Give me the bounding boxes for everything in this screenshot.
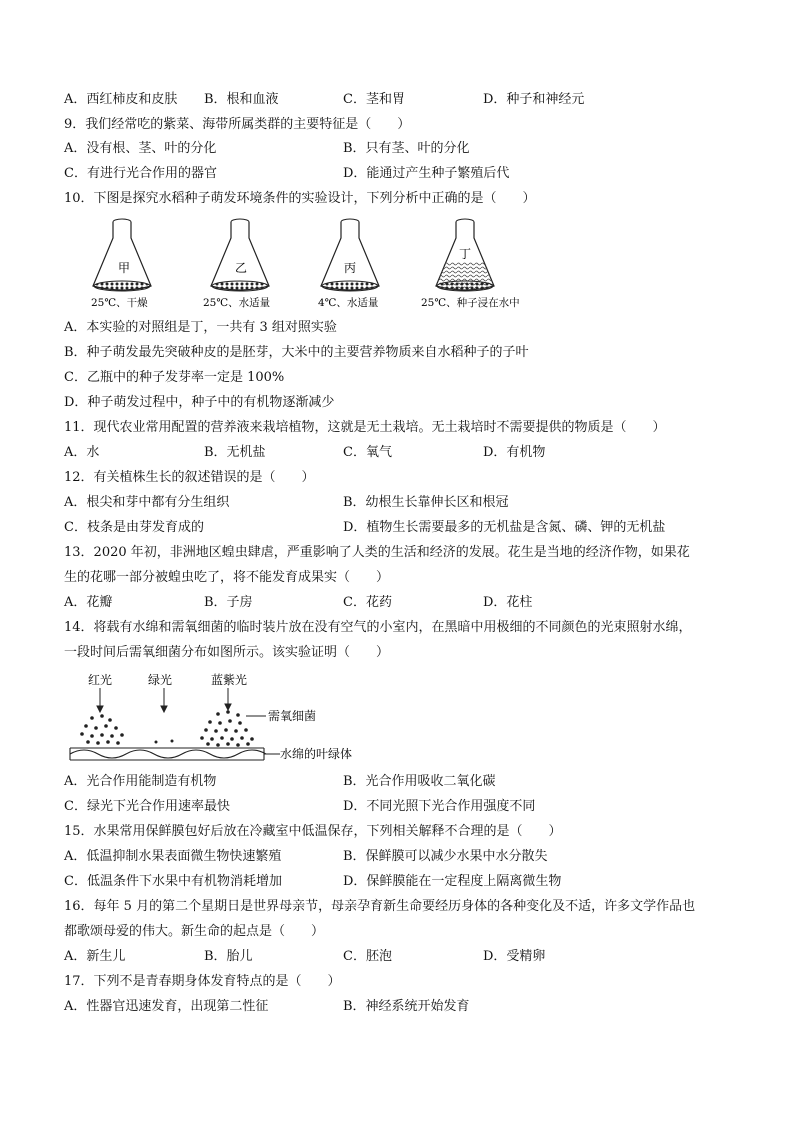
flask-caption-ding: 25℃、种子浸在水中	[421, 297, 520, 309]
flask-caption-yi: 25℃、水适量	[203, 297, 271, 309]
q14-option-b: B．光合作用吸收二氧化碳	[343, 774, 496, 789]
q15-option-a: A．低温抑制水果表面微生物快速繁殖	[64, 849, 282, 864]
q9-option-c: C．有进行光合作用的器官	[64, 166, 217, 181]
q12-option-d: D．植物生长需要最多的无机盐是含氮、磷、钾的无机盐	[343, 520, 666, 535]
q10-option-b: B．种子萌发最先突破种皮的是胚芽，大米中的主要营养物质来自水稻种子的子叶	[64, 345, 529, 360]
q15-option-c: C．低温条件下水果中有机物消耗增加	[64, 874, 282, 889]
q15-option-d: D．保鲜膜能在一定程度上隔离微生物	[343, 874, 562, 889]
flask-label-yi: 乙	[235, 261, 248, 275]
aerobic-bacteria-label: 需氧细菌	[268, 709, 317, 723]
spirogyra-filament	[70, 748, 266, 760]
q14-option-c: C．绿光下光合作用速率最快	[64, 799, 230, 814]
q16-option-c: C．胚泡	[343, 949, 392, 964]
q9-option-d: D．能通过产生种子繁殖后代	[343, 166, 510, 181]
q15-option-b: B．保鲜膜可以减少水果中水分散失	[343, 849, 548, 864]
seed-germination-figure	[85, 214, 565, 314]
flask-caption-jia: 25℃、干燥	[91, 297, 148, 309]
q16-option-d: D．受精卵	[483, 949, 546, 964]
q9-stem: 9．我们经常吃的紫菜、海带所属类群的主要特征是（ ）	[64, 117, 411, 132]
q12-option-b: B．幼根生长靠伸长区和根冠	[343, 495, 509, 510]
q16-option-b: B．胎儿	[204, 949, 253, 964]
q11-option-d: D．有机物	[483, 445, 546, 460]
q12-option-c: C．枝条是由芽发育成的	[64, 520, 204, 535]
q13-option-d: D．花柱	[483, 595, 533, 610]
q16-option-a: A．新生儿	[64, 949, 126, 964]
green-light-label: 绿光	[148, 673, 173, 687]
red-light-label: 红光	[88, 673, 113, 687]
q14-stem-line2: 一段时间后需氧细菌分布如图所示。该实验证明（ ）	[64, 645, 390, 660]
q11-option-c: C．氧气	[343, 445, 392, 460]
q11-option-a: A．水	[64, 445, 100, 460]
q13-option-c: C．花药	[343, 595, 392, 610]
q14-option-d: D．不同光照下光合作用强度不同	[343, 799, 536, 814]
q15-stem: 15．水果常用保鲜膜包好后放在冷藏室中低温保存，下列相关解释不合理的是（ ）	[64, 824, 562, 839]
q16-stem-line1: 16．每年 5 月的第二个星期日是世界母亲节，母亲孕育新生命要经历身体的各种变化及不适，许多文学作品也	[64, 899, 696, 914]
flask-label-jia: 甲	[118, 261, 131, 275]
q12-stem: 12．有关植株生长的叙述错误的是（ ）	[64, 470, 315, 485]
q14-stem-line1: 14．将载有水绵和需氧细菌的临时装片放在没有空气的小室内，在黑暗中用极细的不同颜色的光束照射水绵，	[64, 620, 692, 635]
q17-option-b: B．神经系统开始发育	[343, 999, 470, 1014]
bacteria-light-figure	[68, 668, 408, 768]
q8-option-d: D．种子和神经元	[483, 92, 585, 107]
flask-caption-bing: 4℃、水适量	[318, 297, 379, 309]
light-arrows	[97, 688, 231, 712]
q17-option-a: A．性器官迅速发育，出现第二性征	[64, 999, 269, 1014]
blue-violet-light-label: 蓝紫光	[211, 673, 248, 687]
flask-label-bing: 丙	[344, 261, 357, 275]
aerobic-bacteria-dots	[80, 710, 254, 747]
q10-stem: 10．下图是探究水稻种子萌发环境条件的实验设计，下列分析中正确的是（ ）	[64, 191, 536, 206]
chloroplast-label: 水绵的叶绿体	[280, 747, 353, 761]
q8-option-b: B．根和血液	[204, 92, 279, 107]
q13-stem-line2: 生的花哪一部分被蝗虫吃了，将不能发育成果实（ ）	[64, 570, 390, 585]
q8-option-a: A．西红柿皮和皮肤	[64, 92, 178, 107]
q17-stem: 17．下列不是青春期身体发育特点的是（ ）	[64, 974, 341, 989]
flask-yi	[211, 219, 269, 291]
q10-option-c: C．乙瓶中的种子发芽率一定是 100%	[64, 370, 285, 385]
flask-label-ding: 丁	[459, 247, 472, 261]
q12-option-a: A．根尖和芽中都有分生组织	[64, 495, 230, 510]
q9-option-b: B．只有茎、叶的分化	[343, 141, 470, 156]
q11-option-b: B．无机盐	[204, 445, 266, 460]
q10-option-a: A．本实验的对照组是丁，一共有 3 组对照实验	[64, 320, 337, 335]
q9-option-a: A．没有根、茎、叶的分化	[64, 141, 217, 156]
q16-stem-line2: 都歌颂母爱的伟大。新生命的起点是（ ）	[64, 924, 325, 939]
q13-option-b: B．子房	[204, 595, 253, 610]
flask-bing	[321, 219, 379, 291]
q14-option-a: A．光合作用能制造有机物	[64, 774, 217, 789]
q13-stem-line1: 13．2020 年初，非洲地区蝗虫肆虐，严重影响了人类的生活和经济的发展。花生是当地的经济作物，如果花	[64, 545, 690, 560]
q11-stem: 11．现代农业常用配置的营养液来栽培植物，这就是无土栽培。无土栽培时不需要提供的物质是（ ）	[64, 420, 666, 435]
q13-option-a: A．花瓣	[64, 595, 113, 610]
q8-option-c: C．茎和胃	[343, 92, 405, 107]
q10-option-d: D．种子萌发过程中，种子中的有机物逐渐减少	[64, 395, 335, 410]
flask-jia	[93, 219, 151, 291]
